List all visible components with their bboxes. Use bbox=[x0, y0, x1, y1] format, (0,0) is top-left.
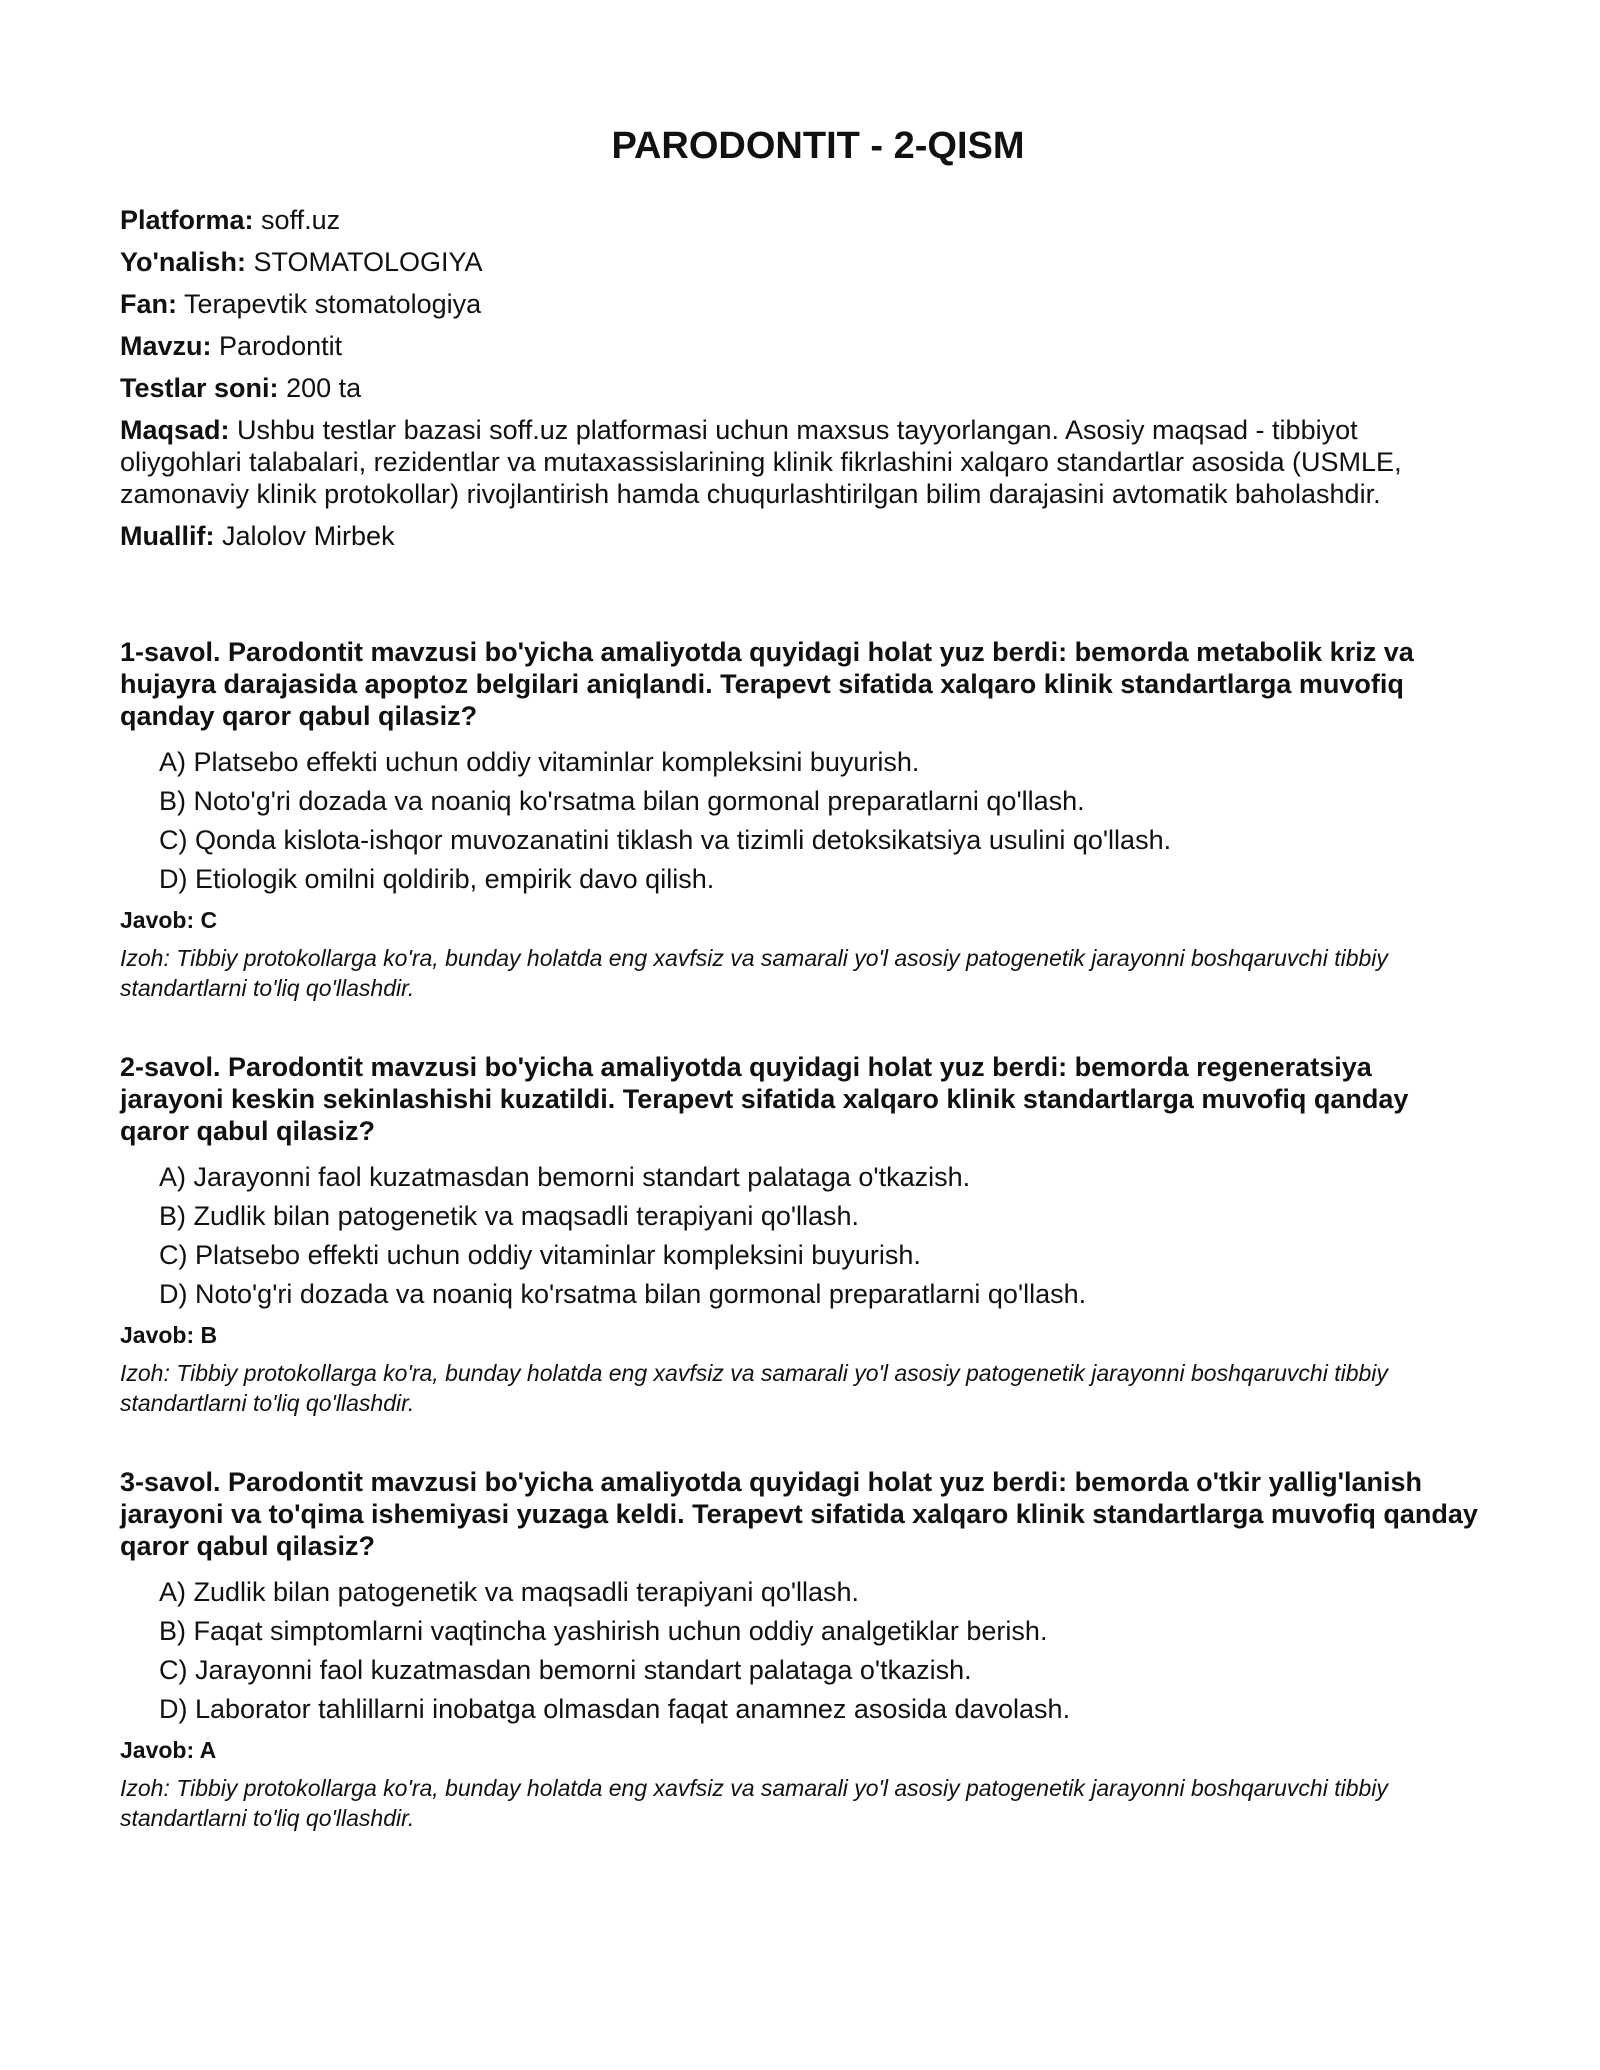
meta-direction bbox=[120, 246, 1480, 278]
option-c: C) Platsebo effekti uchun oddiy vitaminlar kompleksini buyurish. bbox=[159, 1240, 921, 1270]
option-a: A) Platsebo effekti uchun oddiy vitaminlar kompleksini buyurish. bbox=[159, 747, 920, 777]
answer-options bbox=[120, 746, 1480, 895]
answer-options bbox=[120, 1576, 1480, 1725]
question-text: 2-savol. Parodontit mavzusi bo'yicha amaliyotda quyidagi holat yuz berdi: bemorda regeneratsiya jarayoni keskin sekinlashishi kuzatildi. Terapevt sifatida xalqaro klinik standartlarga muvofiq qanday qaror qabul qilasiz? bbox=[120, 1052, 1409, 1146]
document-page bbox=[120, 0, 1480, 1881]
correct-answer: Javob: C bbox=[120, 907, 218, 933]
answer-options bbox=[120, 1161, 1480, 1310]
meta-purpose bbox=[120, 414, 1480, 510]
option-a: A) Jarayonni faol kuzatmasdan bemorni standart palataga o'tkazish. bbox=[159, 1162, 971, 1192]
explanation-note: Izoh: Tibbiy protokollarga ko'ra, bunday holatda eng xavfsiz va samarali yo'l asosiy patogenetik jarayonni boshqaruvchi tibbiy standartlarni to'liq qo'llashdir. bbox=[120, 945, 1388, 1001]
metadata-block bbox=[120, 204, 1480, 552]
question-2 bbox=[120, 1051, 1480, 1418]
meta-test-count bbox=[120, 372, 1480, 404]
option-b: B) Faqat simptomlarni vaqtincha yashirish uchun oddiy analgetiklar berish. bbox=[159, 1616, 1048, 1646]
page-title: PARODONTIT - 2-QISM bbox=[611, 125, 1025, 167]
meta-label: Platforma: bbox=[120, 205, 254, 235]
meta-label: Mavzu: bbox=[120, 331, 212, 361]
option-d: D) Etiologik omilni qoldirib, empirik davo qilish. bbox=[159, 864, 715, 894]
option-d: D) Noto'g'ri dozada va noaniq ko'rsatma bilan gormonal preparatlarni qo'llash. bbox=[159, 1279, 1087, 1309]
meta-value: Terapevtik stomatologiya bbox=[184, 289, 482, 319]
meta-value: Ushbu testlar bazasi soff.uz platformasi uchun maxsus tayyorlangan. Asosiy maqsad - tibbiyot oliygohlari talabalari, rezidentlar va mutaxassislarining klinik fikrlashini xalqaro standartlar asosida (USMLE, zamonaviy klinik protokollar) rivojlantirish hamda chuqurlashtirilgan bilim darajasini avtomatik baholashdir. bbox=[120, 415, 1402, 509]
meta-label: Yo'nalish: bbox=[120, 247, 246, 277]
option-c: C) Jarayonni faol kuzatmasdan bemorni standart palataga o'tkazish. bbox=[159, 1655, 972, 1685]
meta-topic bbox=[120, 330, 1480, 362]
meta-value: STOMATOLOGIYA bbox=[253, 247, 483, 277]
meta-label: Muallif: bbox=[120, 521, 215, 551]
question-text: 3-savol. Parodontit mavzusi bo'yicha amaliyotda quyidagi holat yuz berdi: bemorda o'tkir yallig'lanish jarayoni va to'qima ishemiyasi yuzaga keldi. Terapevt sifatida xalqaro klinik standartlarga muvofiq qanday qaror qabul qilasiz? bbox=[120, 1467, 1478, 1561]
explanation-note: Izoh: Tibbiy protokollarga ko'ra, bunday holatda eng xavfsiz va samarali yo'l asosiy patogenetik jarayonni boshqaruvchi tibbiy standartlarni to'liq qo'llashdir. bbox=[120, 1775, 1388, 1831]
explanation-note: Izoh: Tibbiy protokollarga ko'ra, bunday holatda eng xavfsiz va samarali yo'l asosiy patogenetik jarayonni boshqaruvchi tibbiy standartlarni to'liq qo'llashdir. bbox=[120, 1360, 1388, 1416]
meta-label: Fan: bbox=[120, 289, 177, 319]
meta-value: soff.uz bbox=[261, 205, 341, 235]
option-b: B) Noto'g'ri dozada va noaniq ko'rsatma bilan gormonal preparatlarni qo'llash. bbox=[159, 786, 1085, 816]
meta-value: 200 ta bbox=[286, 373, 362, 403]
question-3 bbox=[120, 1466, 1480, 1833]
meta-author bbox=[120, 520, 1480, 552]
question-1 bbox=[120, 636, 1480, 1003]
meta-platform bbox=[120, 204, 1480, 236]
correct-answer: Javob: A bbox=[120, 1737, 217, 1763]
option-d: D) Laborator tahlillarni inobatga olmasdan faqat anamnez asosida davolash. bbox=[159, 1694, 1071, 1724]
option-a: A) Zudlik bilan patogenetik va maqsadli terapiyani qo'llash. bbox=[159, 1577, 860, 1607]
option-b: B) Zudlik bilan patogenetik va maqsadli terapiyani qo'llash. bbox=[159, 1201, 860, 1231]
meta-value: Jalolov Mirbek bbox=[222, 521, 395, 551]
questions-list bbox=[120, 636, 1480, 1833]
meta-subject bbox=[120, 288, 1480, 320]
question-text: 1-savol. Parodontit mavzusi bo'yicha amaliyotda quyidagi holat yuz berdi: bemorda metabolik kriz va hujayra darajasida apoptoz belgilari aniqlandi. Terapevt sifatida xalqaro klinik standartlarga muvofiq qanday qaror qabul qilasiz? bbox=[120, 637, 1414, 731]
meta-label: Testlar soni: bbox=[120, 373, 279, 403]
meta-value: Parodontit bbox=[219, 331, 343, 361]
meta-label: Maqsad: bbox=[120, 415, 230, 445]
correct-answer: Javob: B bbox=[120, 1322, 218, 1348]
option-c: C) Qonda kislota-ishqor muvozanatini tiklash va tizimli detoksikatsiya usulini qo'llash. bbox=[159, 825, 1172, 855]
